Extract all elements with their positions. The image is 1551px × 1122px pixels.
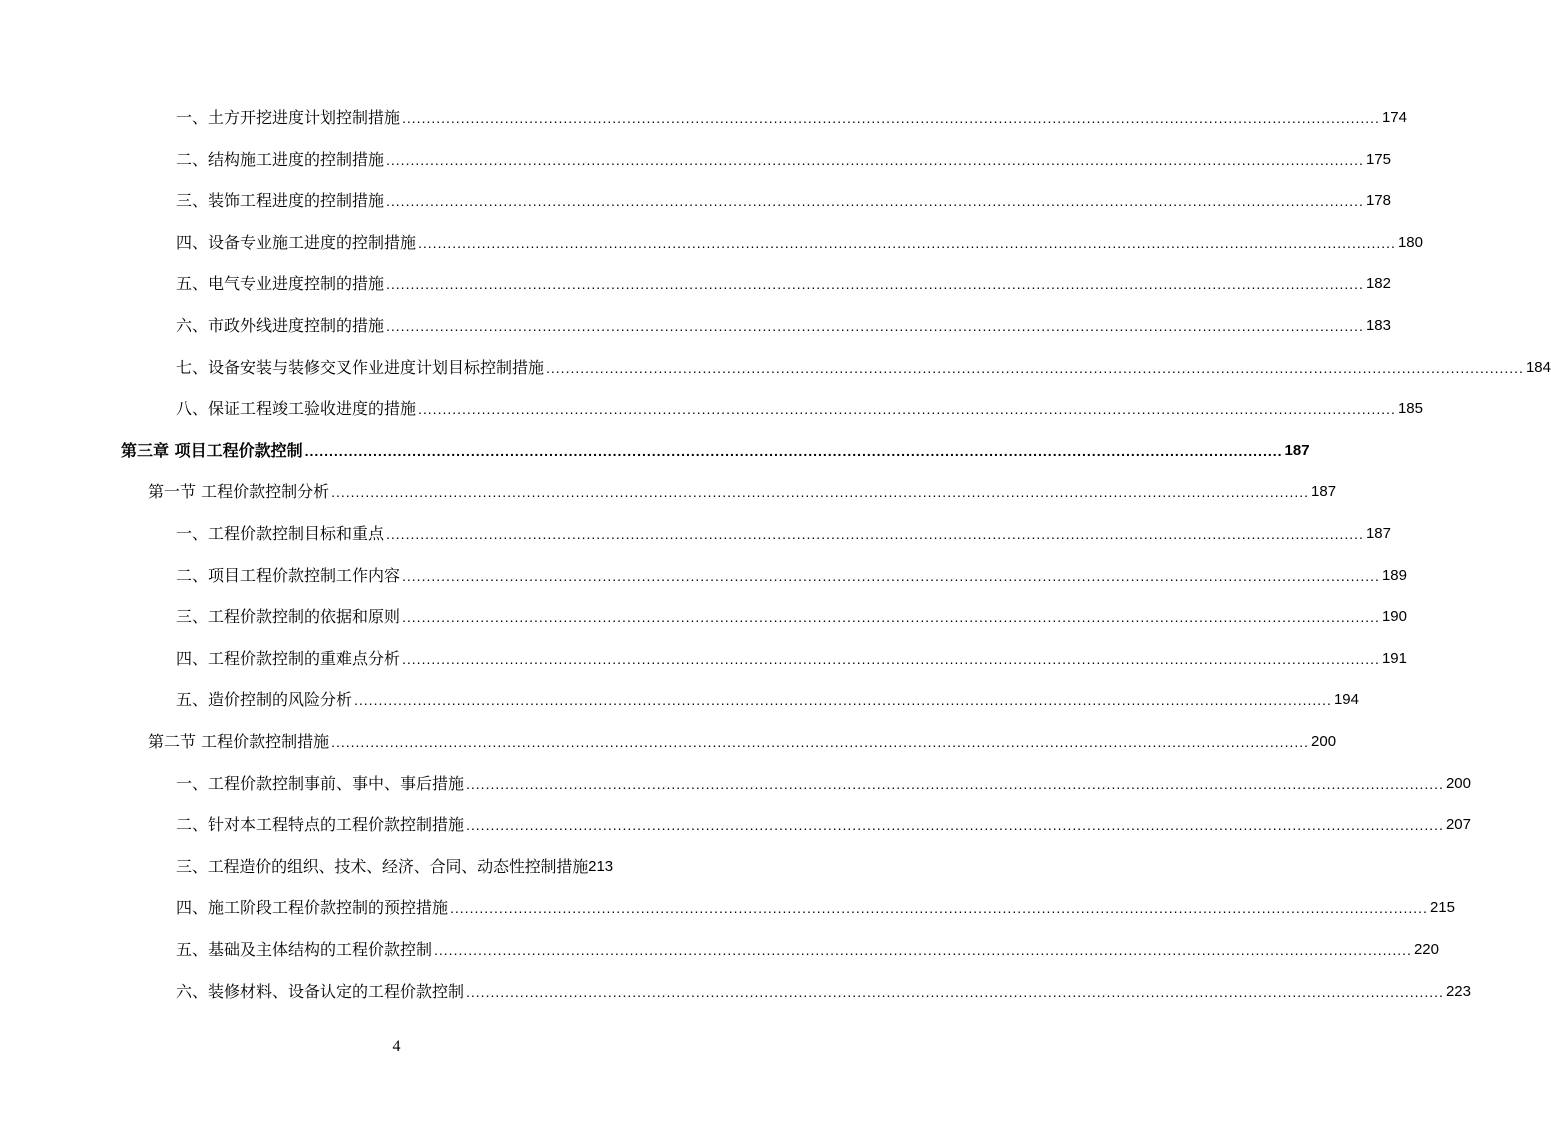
toc-entry-title: 二、结构施工进度的控制措施 <box>176 149 385 169</box>
toc-entry[interactable] <box>176 395 1423 419</box>
page-number: 4 <box>392 1038 401 1055</box>
toc-entry-page: 220 <box>1413 941 1439 958</box>
toc-leader-dots: ........................................................................................................................................................................................................ <box>386 526 1364 542</box>
toc-entry-page: 200 <box>1311 733 1337 750</box>
toc-leader-dots: ........................................................................................................................................................................................................ <box>466 775 1444 792</box>
toc-entry[interactable] <box>176 770 1471 794</box>
toc-entry-page: 191 <box>1381 649 1407 667</box>
toc-leader-dots: ........................................................................................................................................................................................................ <box>450 900 1428 917</box>
toc-leader-dots: ........................................................................................................................................................................................................ <box>386 276 1364 293</box>
toc-entry-page: 187 <box>1311 483 1337 501</box>
toc-entry-title: 二、针对本工程特点的工程价款控制措施 <box>176 815 465 835</box>
toc-entry[interactable] <box>176 811 1471 835</box>
toc-entry-title: 四、施工阶段工程价款控制的预控措施 <box>176 898 449 918</box>
toc-entry[interactable] <box>176 146 1391 170</box>
toc-entry-page: 200 <box>1445 774 1471 792</box>
toc-entry-page: 189 <box>1381 566 1407 584</box>
toc-entry-title: 一、工程价款控制目标和重点 <box>176 524 385 543</box>
toc-entry-title: 四、工程价款控制的重难点分析 <box>176 648 401 668</box>
toc-leader-dots: ........................................................................................................................................................................................................ <box>402 609 1380 626</box>
toc-entry-title: 七、设备安装与装修交叉作业进度计划目标控制措施 <box>176 357 545 377</box>
toc-leader-dots: ........................................................................................................................................................................................................ <box>331 484 1310 501</box>
toc-leader-dots: ........................................................................................................................................................................................................ <box>331 734 1310 750</box>
toc-leader-dots: ........................................................................................................................................................................................................ <box>386 318 1364 334</box>
toc-entry-page: 185 <box>1397 400 1423 418</box>
toc-entry-title: 四、设备专业施工进度的控制措施 <box>176 232 417 252</box>
toc-entry[interactable] <box>176 978 1471 1002</box>
toc-entry[interactable] <box>176 603 1407 627</box>
toc-entry[interactable] <box>176 936 1439 960</box>
toc-entry-page: 187 <box>1284 441 1310 459</box>
toc-entry-page: 178 <box>1365 192 1391 210</box>
toc-entry-title: 第三章 项目工程价款控制 <box>121 440 303 460</box>
toc-entry[interactable] <box>176 104 1407 128</box>
toc-entry[interactable] <box>176 312 1391 336</box>
toc-leader-dots: ........................................................................................................................................................................................................ <box>546 359 1524 376</box>
toc-entry-title: 五、电气专业进度控制的措施 <box>176 274 385 294</box>
toc-entry-title: 三、装饰工程进度的控制措施 <box>176 191 385 211</box>
toc-leader-dots: ........................................................................................................................................................................................................ <box>354 692 1332 709</box>
toc-entry[interactable] <box>176 686 1359 710</box>
toc-entry-page: 190 <box>1381 608 1407 626</box>
toc-entry-page: 174 <box>1381 109 1407 126</box>
toc-leader-dots: ........................................................................................................................................................................................................ <box>304 442 1283 459</box>
toc-entry[interactable] <box>176 894 1455 918</box>
toc-entry-page: 207 <box>1445 816 1471 834</box>
toc-entry-title: 一、土方开挖进度计划控制措施 <box>176 108 401 127</box>
toc-entry-title: 五、造价控制的风险分析 <box>176 690 353 710</box>
toc-entry[interactable] <box>176 354 1551 378</box>
toc-leader-dots: ........................................................................................................................................................................................................ <box>466 817 1444 834</box>
toc-entry-page: 183 <box>1365 317 1391 334</box>
toc-entry[interactable] <box>176 229 1423 253</box>
toc-entry-page: 187 <box>1365 525 1391 542</box>
toc-leader-dots: ........................................................................................................................................................................................................ <box>418 234 1396 251</box>
toc-entry-title: 第二节 工程价款控制措施 <box>148 732 330 751</box>
toc-entry-title: 六、市政外线进度控制的措施 <box>176 316 385 335</box>
toc-leader-dots: ........................................................................................................................................................................................................ <box>402 567 1380 584</box>
toc-entry-page: 194 <box>1333 691 1359 709</box>
toc-leader-dots: ........................................................................................................................................................................................................ <box>386 193 1364 210</box>
toc-entry-title: 六、装修材料、设备认定的工程价款控制 <box>176 981 465 1001</box>
toc-entry[interactable] <box>176 520 1391 544</box>
toc-entry-title: 一、工程价款控制事前、事中、事后措施 <box>176 773 465 793</box>
toc-entry-page: 213 <box>588 857 614 875</box>
toc-leader-dots: ........................................................................................................................................................................................................ <box>402 650 1380 667</box>
toc-entry[interactable] <box>176 562 1407 586</box>
toc-entry-title: 二、项目工程价款控制工作内容 <box>176 565 401 585</box>
toc-entry-page: 223 <box>1445 982 1471 1000</box>
toc-leader-dots: ........................................................................................................................................................................................................ <box>418 401 1396 418</box>
toc-entry[interactable] <box>121 437 1310 461</box>
toc-entry[interactable] <box>148 478 1337 502</box>
toc-leader-dots: ........................................................................................................................................................................................................ <box>434 942 1412 958</box>
toc-entry-page: 180 <box>1397 233 1423 251</box>
toc-leader-dots: ........................................................................................................................................................................................................ <box>402 110 1380 126</box>
toc-entry[interactable] <box>176 270 1391 294</box>
toc-entry-page: 175 <box>1365 150 1391 168</box>
toc-entry-title: 第一节 工程价款控制分析 <box>148 482 330 502</box>
toc-leader-dots: ........................................................................................................................................................................................................ <box>386 151 1364 168</box>
toc-entry[interactable] <box>148 728 1337 752</box>
toc-entry-title: 八、保证工程竣工验收进度的措施 <box>176 399 417 419</box>
toc-entry-title: 三、工程造价的组织、技术、经济、合同、动态性控制措施 <box>176 856 589 876</box>
toc-entry-title: 五、基础及主体结构的工程价款控制 <box>176 940 433 959</box>
toc-entry[interactable] <box>176 645 1407 669</box>
toc-entry[interactable] <box>176 853 643 877</box>
toc-entry-page: 184 <box>1525 358 1551 376</box>
toc-entry-page: 215 <box>1429 899 1455 917</box>
toc-entry[interactable] <box>176 187 1391 211</box>
toc-entry-title: 三、工程价款控制的依据和原则 <box>176 607 401 627</box>
toc-entry-page: 182 <box>1365 275 1391 293</box>
toc-leader-dots: ........................................................................................................................................................................................................ <box>466 983 1444 1000</box>
